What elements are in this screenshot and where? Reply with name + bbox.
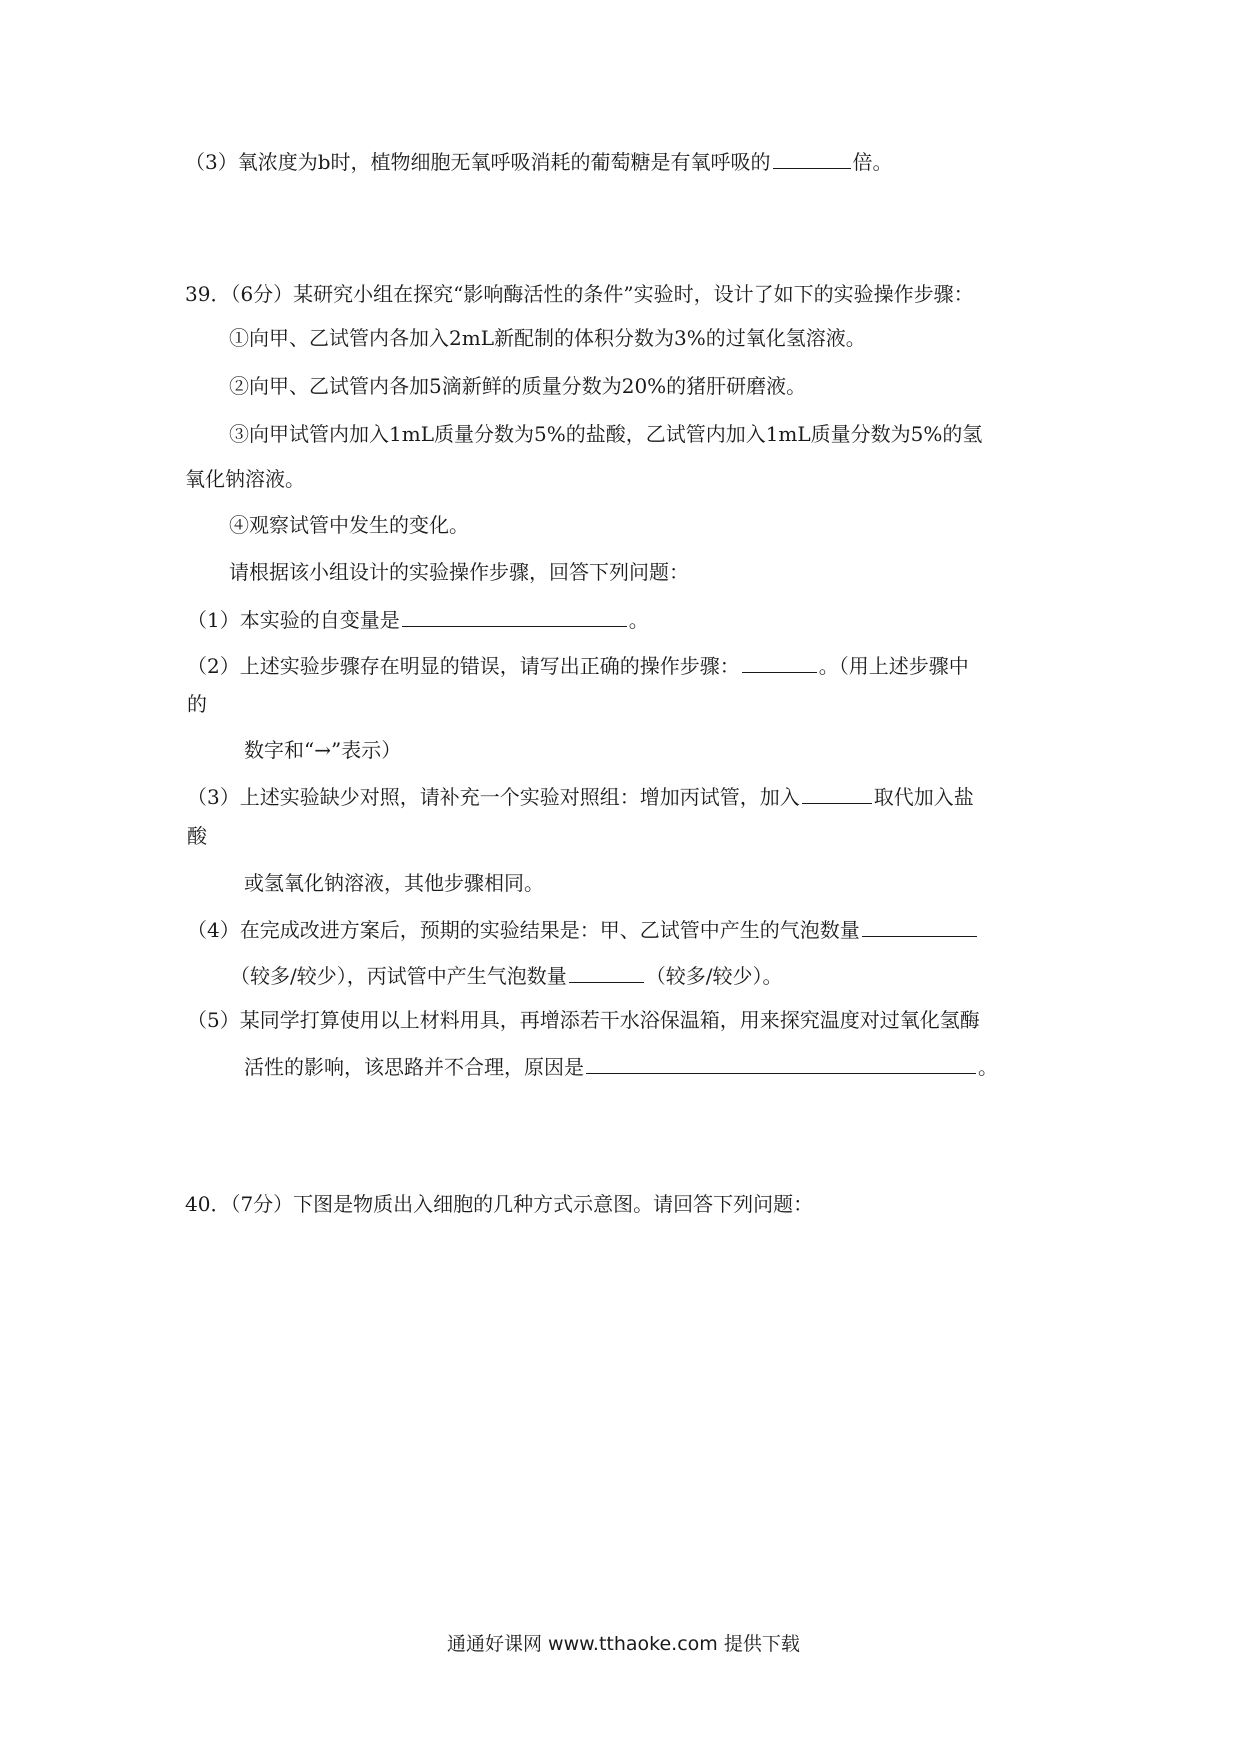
answer-blank[interactable] [569,960,644,983]
q39-part4-line2-prefix: （较多/较少），丙试管中产生气泡数量 [230,964,567,988]
q39-prompt: 请根据该小组设计的实验操作步骤，回答下列问题： [229,560,689,584]
page-footer: 通通好课网 www.tthaoke.com 提供下载 [447,1633,800,1655]
q39-part3 [187,781,974,809]
q39-part1-text: （1）本实验的自变量是 [187,608,400,632]
q39-part2 [187,650,969,678]
q39-part3-text: （3）上述实验缺少对照，请补充一个实验对照组：增加丙试管，加入 [187,785,800,809]
q39-part5-line2 [244,1051,998,1079]
answer-blank[interactable] [742,650,817,673]
q39-part1 [187,604,649,632]
q39-step4: ④观察试管中发生的变化。 [229,513,469,537]
q38-part3-suffix: 倍。 [852,150,893,174]
q39-part5 [187,1006,980,1034]
answer-blank[interactable] [402,604,627,627]
q38-part3-text: （3）氧浓度为b时，植物细胞无氧呼吸消耗的葡萄糖是有氧呼吸的 [185,150,771,174]
q39-part2-text: （2）上述实验步骤存在明显的错误，请写出正确的操作步骤： [187,654,740,678]
answer-blank[interactable] [586,1051,976,1074]
q39-part3-suffix: 取代加入盐 [873,785,974,809]
q39-part5-line2-prefix: 活性的影响，该思路并不合理，原因是 [244,1055,584,1079]
q39-part3-line3: 或氢氧化钠溶液，其他步骤相同。 [244,871,544,895]
q39-part4 [187,914,979,942]
q39-part5-text: （5）某同学打算使用以上材料用具，再增添若干水浴保温箱，用来探究温度对过氧化氢酶 [187,1008,980,1032]
q39-part2-line3: 数字和“→”表示） [244,738,402,762]
answer-blank[interactable] [773,146,851,169]
q39-step3-line1: ③向甲试管内加入1mL质量分数为5%的盐酸，乙试管内加入1mL质量分数为5%的氢 [229,422,983,446]
answer-blank[interactable] [802,781,872,804]
answer-blank[interactable] [862,914,977,937]
q39-part4-text: （4）在完成改进方案后，预期的实验结果是：甲、乙试管中产生的气泡数量 [187,918,860,942]
q39-heading: 39．（6分）某研究小组在探究“影响酶活性的条件”实验时，设计了如下的实验操作步骤： [185,282,974,306]
q39-part4-line2-suffix: （较多/较少）。 [645,964,783,988]
q39-part4-line2 [230,960,783,988]
q39-step3-line2: 氧化钠溶液。 [185,467,305,491]
q38-part3 [185,146,893,174]
q39-part1-suffix: 。 [628,608,649,632]
q39-part3-line2: 酸 [187,824,207,848]
q39-part2-line2: 的 [187,692,207,716]
q39-part2-suffix: 。（用上述步骤中 [818,654,969,678]
q39-step2: ②向甲、乙试管内各加5滴新鲜的质量分数为20%的猪肝研磨液。 [229,374,807,398]
q39-step1: ①向甲、乙试管内各加入2mL新配制的体积分数为3%的过氧化氢溶液。 [229,326,866,350]
q40-heading: 40．（7分）下图是物质出入细胞的几种方式示意图。请回答下列问题： [185,1192,814,1216]
q39-part5-line2-suffix: 。 [978,1055,998,1079]
